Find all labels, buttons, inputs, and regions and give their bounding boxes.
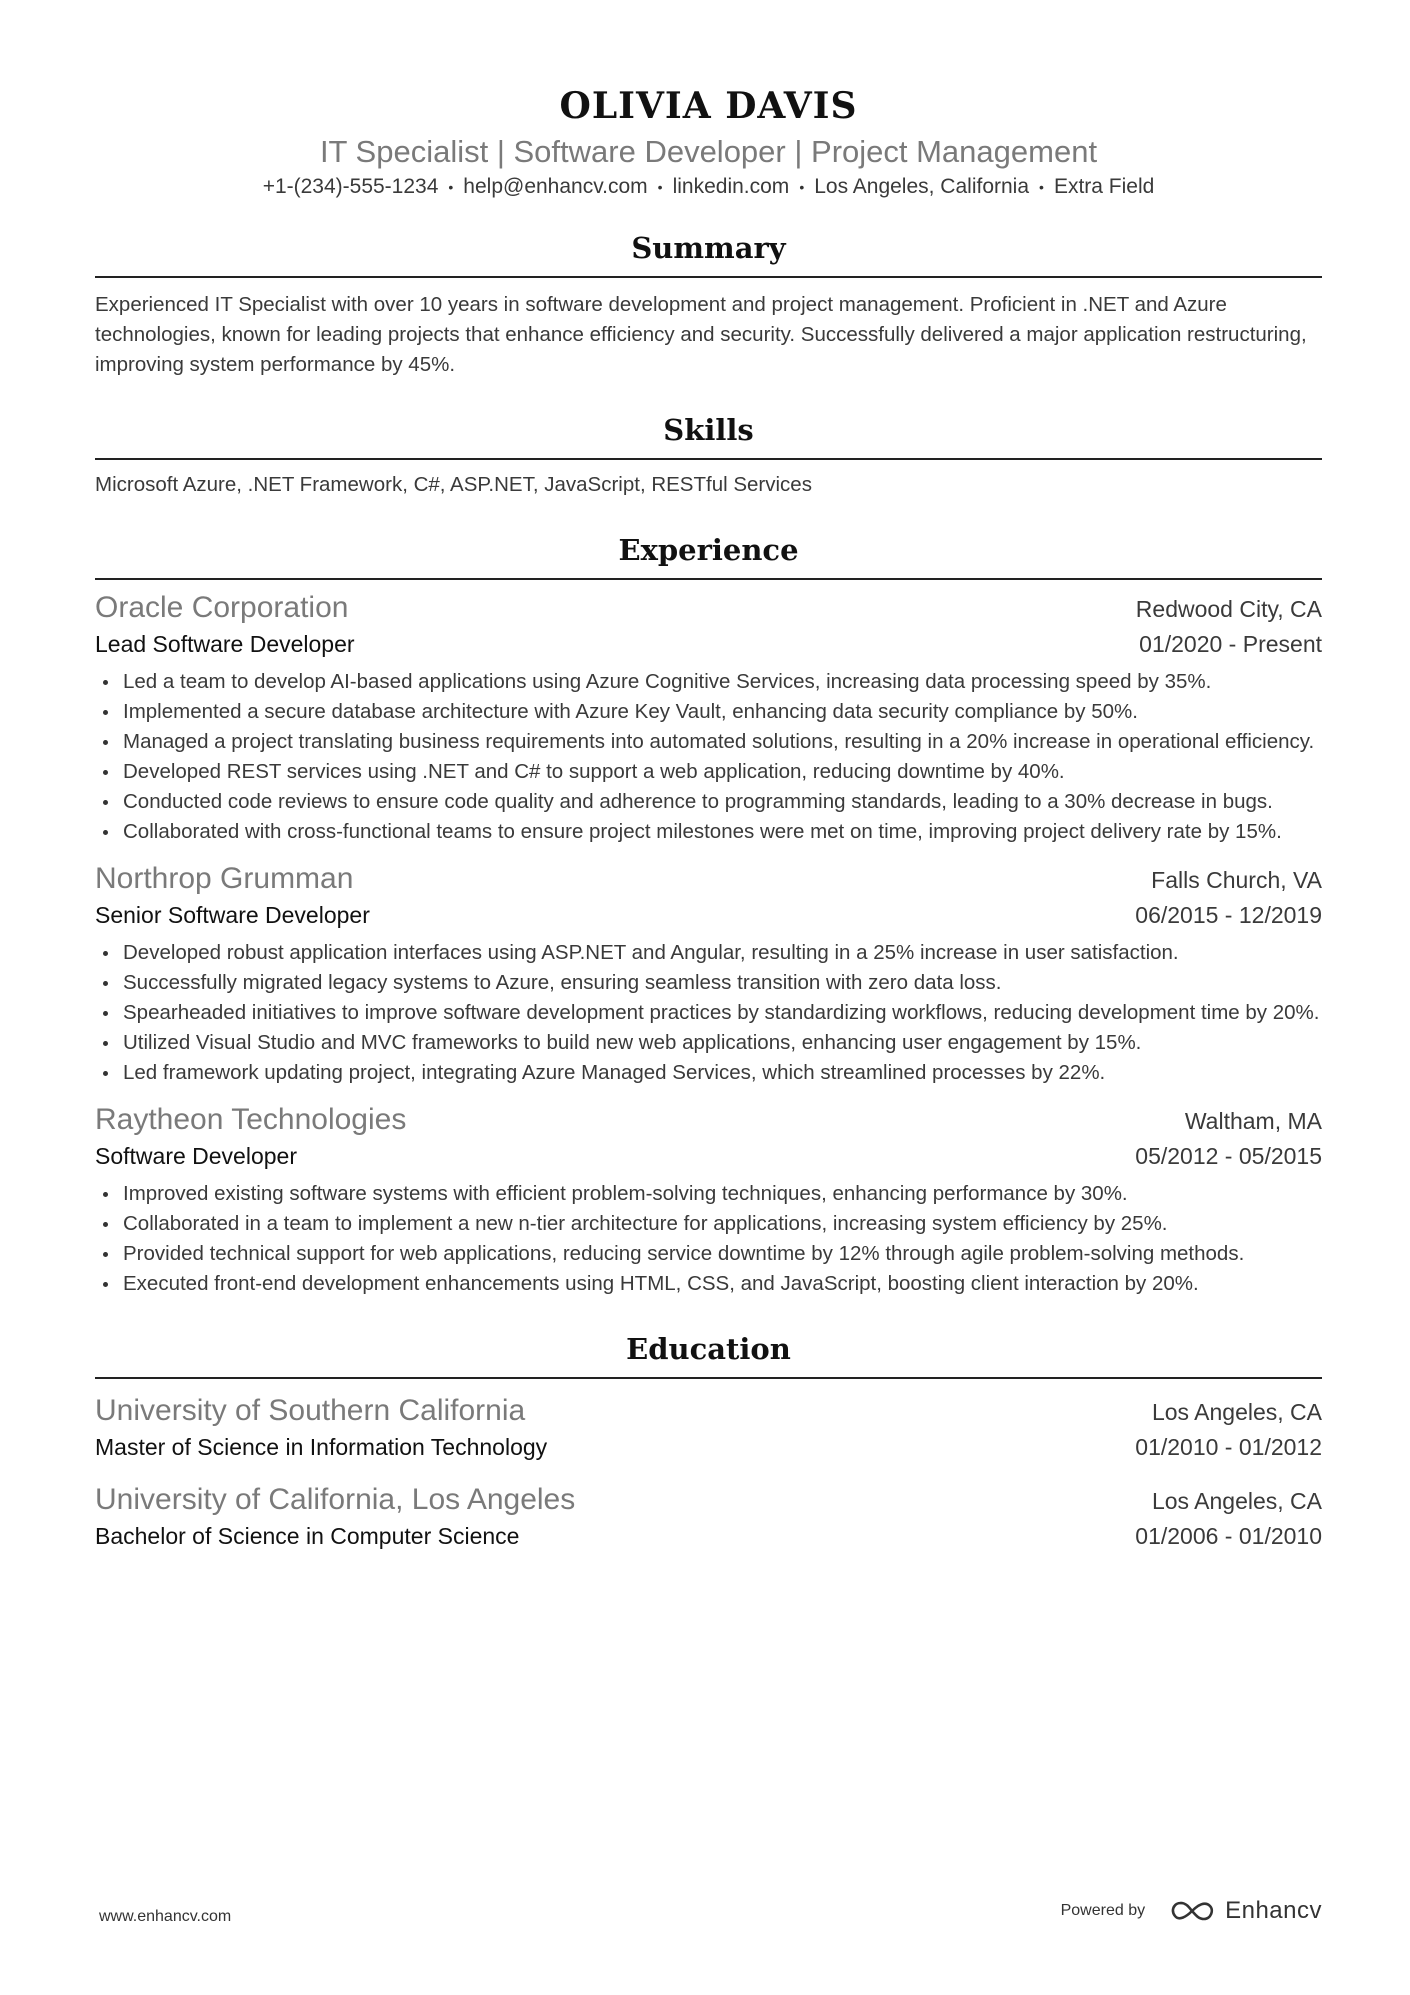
job-dates: 06/2015 - 12/2019: [1135, 902, 1322, 929]
summary-section: [95, 228, 1322, 380]
school-location: Los Angeles, CA: [1151, 1399, 1322, 1426]
bullet-item: Developed REST services using .NET and C# to support a web application, reducing downtime by 40%.: [95, 757, 1322, 787]
brand-name: Enhancv: [1225, 1897, 1322, 1924]
footer-branding: [1061, 1897, 1322, 1925]
bullet-item: Improved existing software systems with efficient problem-solving techniques, enhancing performance by 30%.: [95, 1179, 1322, 1209]
bullet-separator-icon: •: [448, 179, 454, 196]
school-location: Los Angeles, CA: [1151, 1488, 1322, 1515]
resume-header: [95, 82, 1322, 202]
contact-info: [95, 172, 1322, 202]
bullet-item: Managed a project translating business requirements into automated solutions, resulting in a 20% increase in operational efficiency.: [95, 727, 1322, 757]
summary-text: Experienced IT Specialist with over 10 years in software development and project management. Proficient in .NET and Azure technologies, known for leading projects that enhance efficiency and security. Successfully delivered a major application restructuring, improving system performance by 45%.: [95, 293, 1307, 377]
bullet-item: Utilized Visual Studio and MVC frameworks to build new web applications, enhancing user engagement by 15%.: [95, 1028, 1322, 1058]
skills-section: [95, 410, 1322, 500]
bullet-item: Conducted code reviews to ensure code quality and adherence to programming standards, leading to a 30% decrease in bugs.: [95, 787, 1322, 817]
school-name: University of California, Los Angeles: [95, 1483, 576, 1517]
bullet-item: Collaborated in a team to implement a new n-tier architecture for applications, increasing system efficiency by 25%.: [95, 1209, 1322, 1239]
powered-by-label: Powered by: [1060, 1902, 1146, 1919]
candidate-name: OLIVIA DAVIS: [559, 85, 858, 127]
job-bullets: [95, 1179, 1322, 1299]
job-title: Software Developer: [95, 1143, 297, 1170]
job-entry: [95, 1102, 1322, 1299]
email: help@enhancv.com: [463, 175, 648, 198]
job-entry: [95, 590, 1322, 847]
job-title: Senior Software Developer: [95, 902, 370, 929]
degree: Bachelor of Science in Computer Science: [95, 1523, 520, 1550]
education-entry: [95, 1393, 1322, 1464]
job-bullets: [95, 938, 1322, 1088]
job-entry: [95, 861, 1322, 1088]
job-location: Waltham, MA: [1184, 1108, 1322, 1135]
bullet-item: Led framework updating project, integrating Azure Managed Services, which streamlined processes by 22%.: [95, 1058, 1322, 1088]
degree: Master of Science in Information Technology: [95, 1434, 548, 1461]
bullet-separator-icon: •: [657, 179, 663, 196]
job-dates: 05/2012 - 05/2015: [1135, 1143, 1322, 1170]
resume-page: [95, 0, 1322, 1553]
section-title-summary: Summary: [95, 228, 1322, 278]
linkedin: linkedin.com: [672, 175, 790, 198]
bullet-item: Provided technical support for web applications, reducing service downtime by 12% through agile problem-solving methods.: [95, 1239, 1322, 1269]
enhancv-logo[interactable]: [1169, 1897, 1322, 1925]
job-bullets: [95, 667, 1322, 847]
company-name: Oracle Corporation: [95, 591, 349, 625]
education-section: [95, 1329, 1322, 1553]
bullet-item: Successfully migrated legacy systems to Azure, ensuring seamless transition with zero data loss.: [95, 968, 1322, 998]
job-title: Lead Software Developer: [95, 631, 355, 658]
job-location: Redwood City, CA: [1135, 596, 1322, 623]
company-name: Northrop Grumman: [95, 862, 354, 896]
section-title-education: Education: [95, 1329, 1322, 1379]
skills-text: Microsoft Azure, .NET Framework, C#, ASP.NET, JavaScript, RESTful Services: [95, 473, 812, 497]
education-dates: 01/2006 - 01/2010: [1135, 1523, 1322, 1550]
footer-website-link[interactable]: www.enhancv.com: [99, 1908, 232, 1925]
bullet-item: Executed front-end development enhancements using HTML, CSS, and JavaScript, boosting client interaction by 20%.: [95, 1269, 1322, 1299]
extra-field: Extra Field: [1053, 175, 1155, 198]
section-title-experience: Experience: [95, 530, 1322, 580]
bullet-item: Led a team to develop AI-based applications using Azure Cognitive Services, increasing data processing speed by 35%.: [95, 667, 1322, 697]
school-name: University of Southern California: [95, 1394, 526, 1428]
job-location: Falls Church, VA: [1151, 867, 1322, 894]
experience-section: [95, 530, 1322, 1299]
candidate-headline: IT Specialist | Software Developer | Project Management: [319, 134, 1098, 169]
enhancv-logo-icon: [1169, 1899, 1215, 1923]
bullet-item: Collaborated with cross-functional teams to ensure project milestones were met on time, improving project delivery rate by 15%.: [95, 817, 1322, 847]
location: Los Angeles, California: [814, 175, 1030, 198]
bullet-separator-icon: •: [799, 179, 805, 196]
section-title-skills: Skills: [95, 410, 1322, 460]
job-dates: 01/2020 - Present: [1139, 631, 1322, 658]
bullet-separator-icon: •: [1039, 179, 1044, 196]
company-name: Raytheon Technologies: [95, 1103, 407, 1137]
bullet-item: Spearheaded initiatives to improve software development practices by standardizing workflows, reducing development time by 20%.: [95, 998, 1322, 1028]
bullet-item: Developed robust application interfaces using ASP.NET and Angular, resulting in a 25% increase in user satisfaction.: [95, 938, 1322, 968]
bullet-item: Implemented a secure database architecture with Azure Key Vault, enhancing data security compliance by 50%.: [95, 697, 1322, 727]
education-entry: [95, 1482, 1322, 1553]
phone: +1-(234)-555-1234: [262, 175, 439, 198]
education-dates: 01/2010 - 01/2012: [1135, 1434, 1322, 1461]
